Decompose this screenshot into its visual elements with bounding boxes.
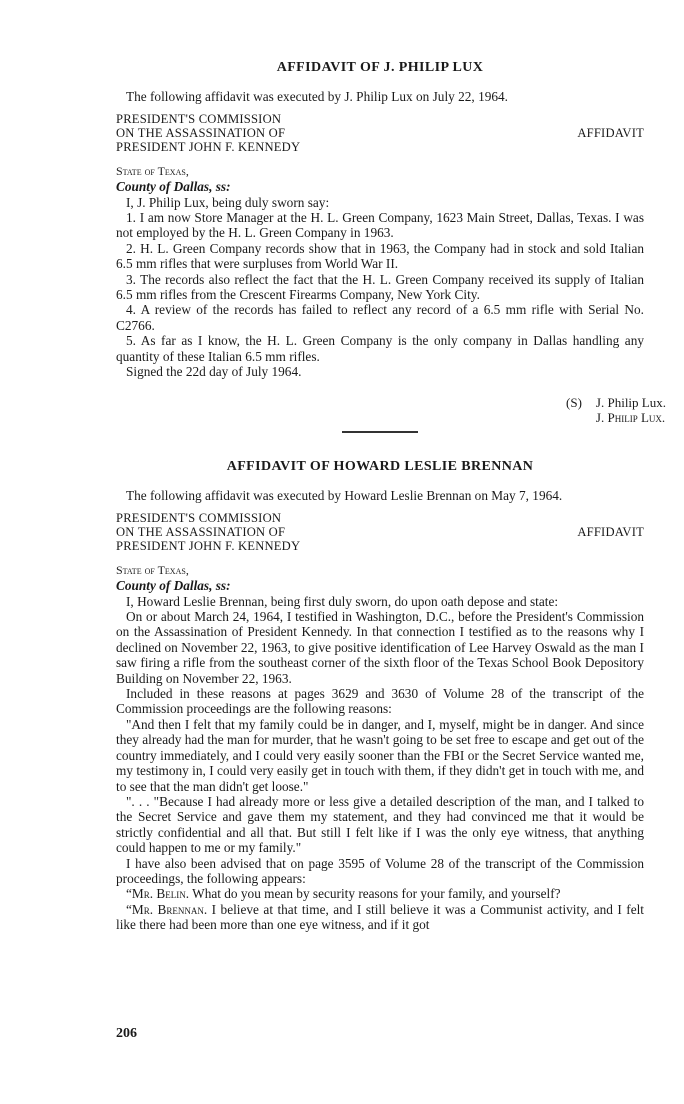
header-line: PRESIDENT JOHN F. KENNEDY xyxy=(116,538,301,553)
paragraph: Signed the 22d day of July 1964. xyxy=(126,364,302,380)
header-line: ON THE ASSASSINATION OF xyxy=(116,125,286,140)
affidavit-label: AFFIDAVIT xyxy=(577,524,644,539)
signed-mark: (S) xyxy=(566,395,582,410)
signature-line: J. Philip Lux. xyxy=(595,395,666,410)
paragraph: 2. H. L. Green Company records show that in 1963, the Company had in stock and sold Italian 6.5 mm rifles that were surpluses from World War II. xyxy=(116,240,644,272)
paragraph: 5. As far as I know, the H. L. Green Company is the only company in Dallas handling any quantity of these Italian 6.5 mm rifles. xyxy=(116,333,644,364)
testimony-text: What do you mean by security reasons for your family, and yourself? xyxy=(189,886,561,902)
speaker-name: Mr. Brennan. xyxy=(131,901,208,917)
paragraph: ". . . "Because I had already more or less give a detailed description of the man, and I talked to the Secret Service and gave them my statement, and they had convinced me that it would be strictly confidential and all that. But still I felt like if I was the only eye witness, that anything could happen to me or my family." xyxy=(116,793,644,856)
paragraph: Included in these reasons at pages 3629 and 3630 of Volume 28 of the transcript of the Commission proceedings are the following reasons: xyxy=(116,686,644,717)
county-line: County of Dallas, ss: xyxy=(116,578,231,594)
header-line: ON THE ASSASSINATION OF xyxy=(116,524,286,539)
header-line: PRESIDENT'S COMMISSION xyxy=(116,510,282,525)
page-number: 206 xyxy=(116,1026,137,1041)
paragraph: "And then I felt that my family could be in danger, and I, myself, might be in danger. And since they already had the man for murder, that he wasn't going to be set free to escape and get out of the country immediately, and I could very easily sooner than the FBI or the Secret Service wanted me, my testimony in, I could very easily get in touch with them, if they didn't get in touch with me, and to see that the man didn't get loose." xyxy=(116,716,644,794)
county-line: County of Dallas, ss: xyxy=(116,179,231,195)
speaker-name: Mr. Belin. xyxy=(131,886,190,902)
commission-header xyxy=(116,112,644,154)
typed-name: J. Philip Lux. xyxy=(595,410,666,425)
affidavit-label: AFFIDAVIT xyxy=(577,125,644,140)
state-line: State of Texas, xyxy=(116,163,189,178)
signature-block xyxy=(556,395,666,425)
paragraph: I have also been advised that on page 3595 of Volume 28 of the transcript of the Commission proceedings, the following appears: xyxy=(116,855,644,886)
state-line: State of Texas, xyxy=(116,562,189,577)
paragraph: On or about March 24, 1964, I testified in Washington, D.C., before the President's Commission on the Assassination of President Kennedy. In that connection I testified as to the reasons why I declined on November 22, 1963, to give positive identification of Lee Harvey Oswald as the man I saw firing a rifle from the southeast corner of the sixth floor of the Texas School Book Depository Building on November 22, 1963. xyxy=(116,609,644,686)
affidavit-title: AFFIDAVIT OF HOWARD LESLIE BRENNAN xyxy=(226,459,534,474)
affidavit-title: AFFIDAVIT OF J. PHILIP LUX xyxy=(276,60,484,75)
affidavit-lux xyxy=(116,60,644,380)
affidavit-brennan xyxy=(116,459,644,933)
affidavit-intro: The following affidavit was executed by J. Philip Lux on July 22, 1964. xyxy=(126,89,508,105)
affidavit-intro: The following affidavit was executed by Howard Leslie Brennan on May 7, 1964. xyxy=(126,488,563,504)
paragraph: 3. The records also reflect the fact that the H. L. Green Company received its supply of Italian 6.5 mm rifles from the Crescent Firearms Company, New York City. xyxy=(116,271,644,303)
section-divider xyxy=(342,431,418,433)
header-line: PRESIDENT JOHN F. KENNEDY xyxy=(116,139,301,154)
testimony-question: “Mr. Belin. What do you mean by security reasons for your family, and yourself? xyxy=(126,886,561,902)
paragraph: 1. I am now Store Manager at the H. L. Green Company, 1623 Main Street, Dallas, Texas. I was not employed by the H. L. Green Company in 1963. xyxy=(116,210,644,241)
testimony-text: I believe at that time, and I still believe it was a Communist activity, and I felt like there had been more than one eye witness, and if it got xyxy=(116,901,644,933)
paragraph: I, Howard Leslie Brennan, being first duly sworn, do upon oath depose and state: xyxy=(126,593,559,609)
testimony-answer: “Mr. Brennan. I believe at that time, and I still believe it was a Communist activity, and I felt like there had been more than one eye witness, and if it got xyxy=(116,901,644,933)
header-line: PRESIDENT'S COMMISSION xyxy=(116,111,282,126)
commission-header xyxy=(116,511,644,553)
paragraph: I, J. Philip Lux, being duly sworn say: xyxy=(126,194,330,210)
paragraph: 4. A review of the records has failed to reflect any record of a 6.5 mm rifle with Serial No. C2766. xyxy=(116,302,644,333)
